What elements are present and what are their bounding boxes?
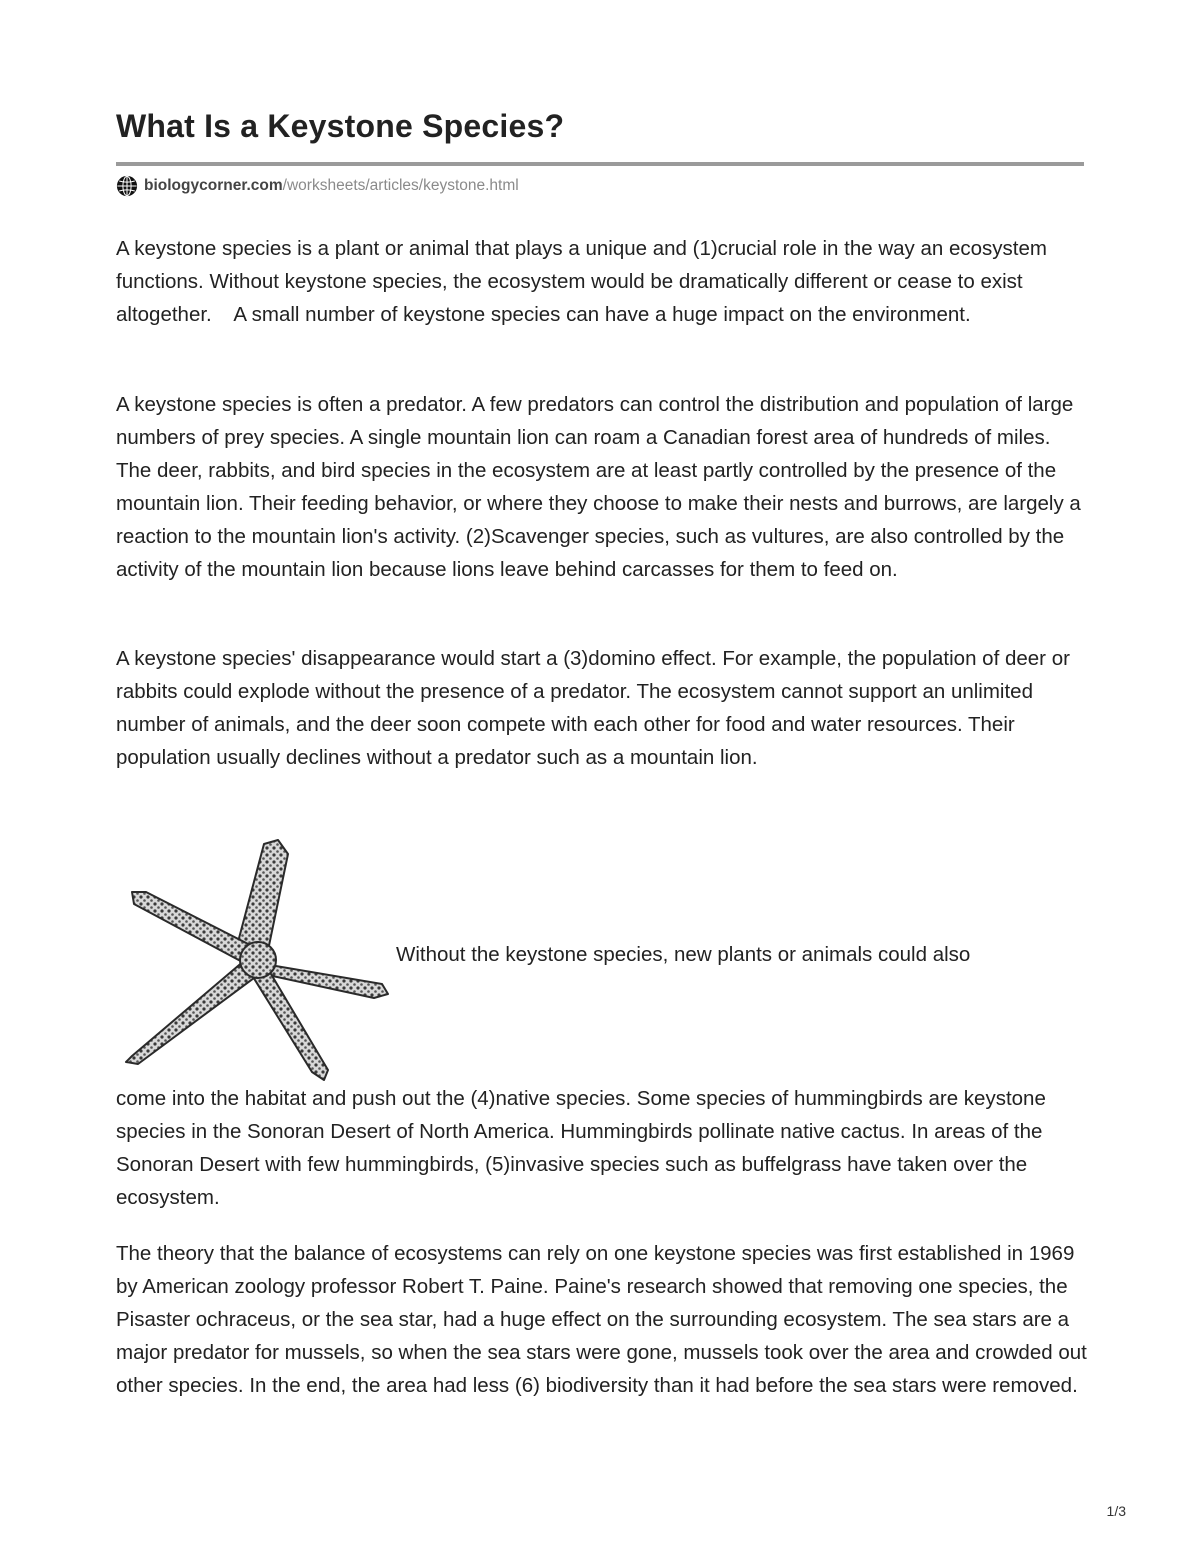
page-number: 1/3 bbox=[1106, 1503, 1126, 1519]
title-divider bbox=[116, 162, 1084, 166]
globe-icon bbox=[116, 175, 138, 197]
paragraph-3: A keystone species' disappearance would start a (3)domino effect. For example, the population of deer or rabbits could explode without the presence of a predator. The ecosystem cannot support an unlimited number of animals, and the deer soon compete with each other for food and water resources. Their population usually declines without a predator such as a mountain lion. bbox=[116, 647, 1070, 769]
page-title: What Is a Keystone Species? bbox=[116, 108, 565, 144]
source-path[interactable]: /worksheets/articles/keystone.html bbox=[282, 177, 519, 194]
source-url[interactable] bbox=[116, 174, 519, 198]
paragraph-1: A keystone species is a plant or animal that plays a unique and (1)crucial role in the way an ecosystem functions. Without keystone species, the ecosystem would be dramatically different or cease to exist altogether. A small number of keystone species can have a huge impact on the environment. bbox=[116, 237, 1047, 326]
paragraph-4-lead: Without the keystone species, new plants or animals could also bbox=[396, 943, 971, 966]
paragraph-5: The theory that the balance of ecosystems can rely on one keystone species was first established in 1969 by American zoology professor Robert T. Paine. Paine's research showed that removing one species, the Pisaster ochraceus, or the sea star, had a huge effect on the surrounding ecosystem. The sea stars are a major predator for mussels, so when the sea stars were gone, mussels took over the area and crowded out other species. In the end, the area had less (6) biodiversity than it had before the sea stars were removed. bbox=[116, 1242, 1087, 1397]
starfish-illustration bbox=[118, 832, 398, 1082]
paragraph-2: A keystone species is often a predator. A few predators can control the distribution and population of large numbers of prey species. A single mountain lion can roam a Canadian forest area of hundreds of miles. The deer, rabbits, and bird species in the ecosystem are at least partly controlled by the presence of the mountain lion. Their feeding behavior, or where they choose to make their nests and burrows, are largely a reaction to the mountain lion's activity. (2)Scavenger species, such as vultures, are also controlled by the activity of the mountain lion because lions leave behind carcasses for them to feed on. bbox=[116, 393, 1081, 581]
source-domain[interactable]: biologycorner.com bbox=[144, 177, 283, 194]
paragraph-4-continued: come into the habitat and push out the (4)native species. Some species of hummingbirds are keystone species in the Sonoran Desert of North America. Hummingbirds pollinate native cactus. In areas of the Sonoran Desert with few hummingbirds, (5)invasive species such as buffelgrass have taken over the ecosystem. bbox=[116, 1087, 1046, 1209]
